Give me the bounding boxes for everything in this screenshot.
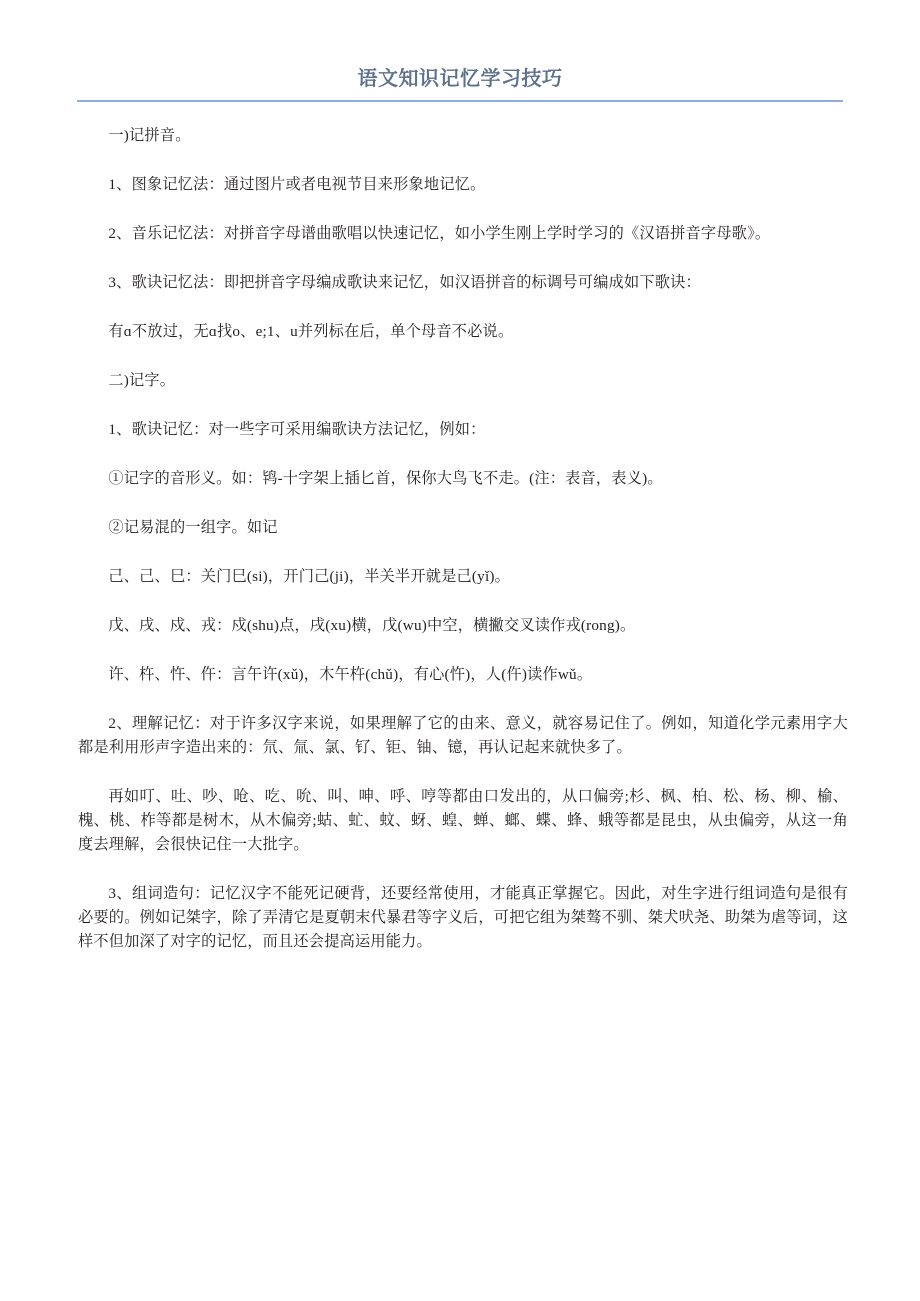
char-method-1: 1、歌诀记忆：对一些字可采用编歌诀方法记忆，例如： [108, 421, 486, 439]
title-divider [77, 100, 843, 102]
document-body [0, 124, 920, 954]
pinyin-method-3: 3、歌诀记忆法：即把拼音字母编成歌诀来记忆，如汉语拼音的标调号可编成如下歌诀： [108, 274, 701, 292]
char-group-wu-xu: 戊、戌、戍、戎：戍(shu)点，戌(xu)横，戊(wu)中空，横撇交叉读作戎(rong)。 [108, 617, 636, 635]
pinyin-method-1: 1、图象记忆法：通过图片或者电视节目来形象地记忆。 [108, 176, 486, 194]
pinyin-method-2: 2、音乐记忆法：对拼音字母谱曲歌唱以快速记忆，如小学生刚上学时学习的《汉语拼音字母歌》。 [108, 225, 771, 243]
char-group-xu-chu: 许、杵、忤、仵：言午许(xǔ)，木午杵(chǔ)，有心(忤)，人(仵)读作wǔ。 [108, 666, 593, 684]
pinyin-rhyme: 有ɑ不放过，无ɑ找o、e;1、u并列标在后，单个母音不必说。 [108, 323, 514, 341]
char-method-2: 2、理解记忆：对于许多汉字来说，如果理解了它的由来、意义，就容易记住了。例如，知道化学元素用字大都是利用形声字造出来的：氘、氚、氯、钌、钜、铀、镱，再认记起来就快多了。 [78, 715, 848, 757]
char-method-3: 3、组词造句：记忆汉字不能死记硬背，还要经常使用，才能真正掌握它。因此，对生字进行组词造句是很有必要的。例如记桀字，除了弄清它是夏朝末代暴君等字义后，可把它组为桀骜不驯、桀犬吠尧、助桀为虐等词，这样不但加深了对字的记忆，而且还会提高运用能力。 [78, 885, 848, 951]
char-example-2: ②记易混的一组字。如记 [108, 519, 278, 537]
section-characters-heading: 二)记字。 [108, 372, 176, 390]
section-pinyin-heading: 一)记拼音。 [108, 127, 191, 144]
char-radical-examples: 再如叮、吐、吵、呛、吃、吮、叫、呻、呼、哼等都由口发出的，从口偏旁;杉、枫、柏、松、杨、柳、榆、槐、桃、柞等都是树木，从木偏旁;蛄、虻、蚊、蚜、蝗、蝉、螂、蝶、蜂、蛾等都是昆虫，从虫偏旁，从这一角度去理解，会很快记住一大批字。 [78, 788, 848, 854]
char-example-1: ①记字的音形义。如：鸨-十字架上插匕首，保你大鸟飞不走。(注：表音，表义)。 [108, 470, 663, 488]
char-group-ji-si: 己、己、巳：关门巳(si)，开门己(ji)，半关半开就是己(yǐ)。 [108, 568, 511, 586]
page-title: 语文知识记忆学习技巧 [357, 68, 563, 90]
